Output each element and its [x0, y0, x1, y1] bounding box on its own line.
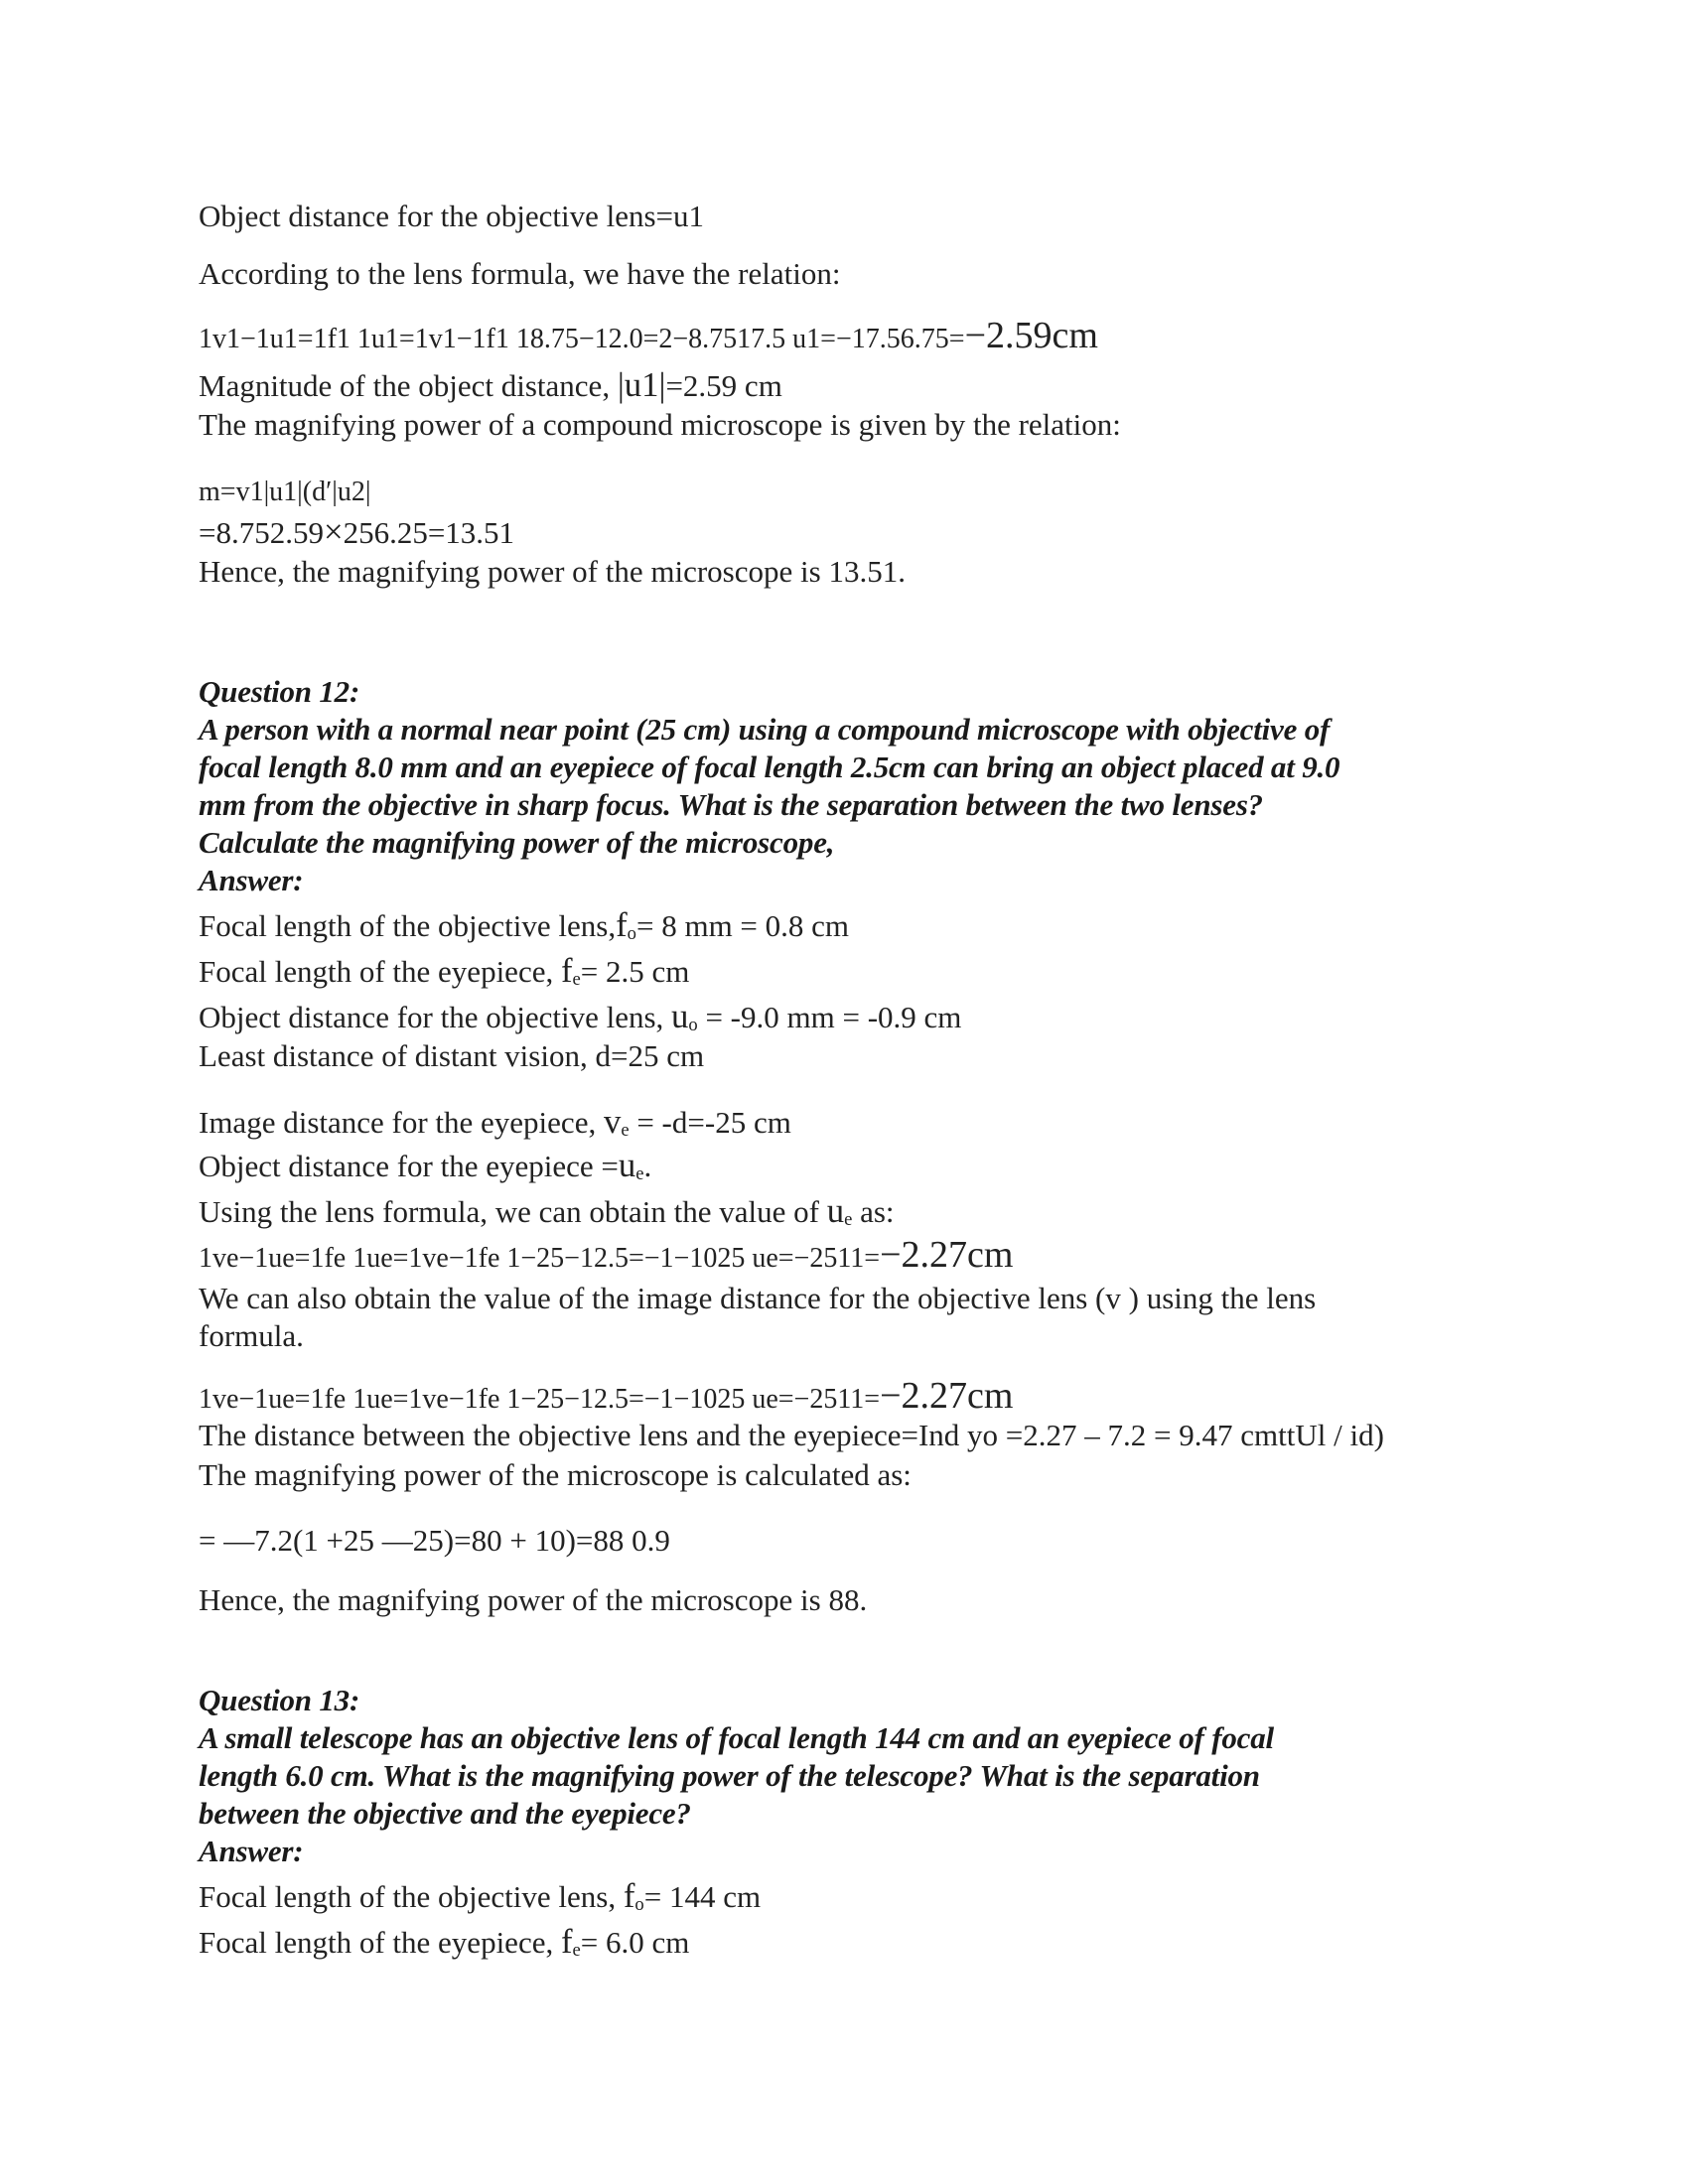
- equation-result: −2.59cm: [964, 315, 1098, 356]
- question-12-text-line: mm from the objective in sharp focus. What is the separation between the two lenses?: [199, 787, 1263, 822]
- question-12-text-line: focal length 8.0 mm and an eyepiece of focal length 2.5cm can bring an object placed at 9.0: [199, 750, 1340, 784]
- times-symbol: ×: [323, 512, 344, 551]
- step-image-distance-eyepiece: [199, 1104, 791, 1141]
- step-subscript: e: [635, 1162, 644, 1184]
- given-value: = 6.0 cm: [580, 1925, 690, 1960]
- question-12-answer-label: Answer:: [199, 863, 304, 897]
- question-13-heading: Question 13:: [199, 1683, 360, 1717]
- magnification-formula: m=v1|u1|(d′|u2|: [199, 477, 371, 507]
- question-12-text-line: Calculate the magnifying power of the microscope,: [199, 825, 835, 860]
- magnifying-power-calc-intro: The magnifying power of the microscope is calculated as:: [199, 1457, 912, 1492]
- equation-result: −2.27cm: [880, 1375, 1014, 1417]
- given-label: Focal length of the objective lens,: [199, 1879, 624, 1914]
- step-symbol: u: [826, 1191, 845, 1230]
- step-subscript: e: [621, 1119, 630, 1141]
- given-value: = 2.5 cm: [580, 954, 690, 989]
- given-value: = 144 cm: [643, 1879, 762, 1914]
- given-value: = -9.0 mm = -0.9 cm: [697, 1000, 962, 1034]
- magnitude-value: =2.59 cm: [665, 368, 782, 403]
- given-subscript: e: [572, 968, 581, 990]
- image-distance-intro-line-1: We can also obtain the value of the image distance for the objective lens (v ) using the lens: [199, 1281, 1317, 1315]
- magnitude-line: [199, 367, 782, 404]
- given-symbol: f: [560, 951, 573, 990]
- q13-given-focal-length-objective: [199, 1878, 761, 1915]
- step-value: as:: [852, 1194, 895, 1229]
- step-label: Image distance for the eyepiece,: [199, 1105, 604, 1140]
- step-value: .: [643, 1149, 652, 1183]
- magnification-calculation: [199, 514, 514, 551]
- calc-part-2: 256.25=13.51: [343, 515, 515, 550]
- magnifying-power-formula: = —7.2(1 +25 —25)=80 + 10)=88 0.9: [199, 1523, 670, 1558]
- given-focal-length-eyepiece: [199, 953, 689, 990]
- magnitude-label: Magnitude of the object distance,: [199, 368, 618, 403]
- question-12-heading: Question 12:: [199, 674, 360, 709]
- lens-formula-intro: According to the lens formula, we have the relation:: [199, 256, 841, 291]
- given-subscript: e: [572, 1939, 581, 1961]
- step-object-distance-eyepiece: [199, 1148, 651, 1184]
- given-symbol: f: [616, 905, 628, 944]
- given-subscript: o: [627, 922, 636, 944]
- step-label: Using the lens formula, we can obtain the value of: [199, 1194, 827, 1229]
- equation-body: 1v1−1u1=1f1 1u1=1v1−1f1 18.75−12.0=2−8.7517.5 u1=−17.56.75=: [199, 324, 965, 354]
- question-13-text-line: length 6.0 cm. What is the magnifying power of the telescope? What is the separation: [199, 1758, 1260, 1793]
- calc-part-1: =8.752.59: [199, 515, 324, 550]
- given-label: Focal length of the objective lens,: [199, 908, 617, 943]
- q13-given-focal-length-eyepiece: [199, 1924, 689, 1961]
- given-focal-length-objective: [199, 907, 849, 944]
- step-label: Object distance for the eyepiece =: [199, 1149, 619, 1183]
- magnitude-symbol: |u1|: [617, 365, 666, 404]
- question-12-text-line: A person with a normal near point (25 cm) using a compound microscope with objective of: [199, 712, 1331, 747]
- given-label: Focal length of the eyepiece,: [199, 1925, 561, 1960]
- equation-result: −2.27cm: [880, 1234, 1014, 1276]
- step-subscript: e: [844, 1208, 853, 1230]
- step-value: = -d=-25 cm: [629, 1105, 791, 1140]
- question-13-answer-label: Answer:: [199, 1834, 304, 1868]
- given-object-distance: [199, 999, 961, 1035]
- given-label: Object distance for the objective lens,: [199, 1000, 672, 1034]
- question-13-text-line: between the objective and the eyepiece?: [199, 1796, 691, 1831]
- given-symbol: f: [560, 1922, 573, 1961]
- given-value: = 8 mm = 0.8 cm: [635, 908, 850, 943]
- eyepiece-lens-formula-equation: [199, 1234, 1014, 1277]
- step-lens-formula-intro: [199, 1193, 895, 1230]
- section1-conclusion: Hence, the magnifying power of the microscope is 13.51.: [199, 554, 906, 589]
- given-subscript: o: [634, 1893, 644, 1915]
- image-distance-intro-line-2: formula.: [199, 1318, 304, 1353]
- step-symbol: u: [618, 1146, 636, 1184]
- step-symbol: v: [603, 1102, 622, 1141]
- given-least-distance: Least distance of distant vision, d=25 cm: [199, 1038, 705, 1073]
- object-distance-line: Object distance for the objective lens=u1: [199, 199, 705, 233]
- equation-body: 1ve−1ue=1fe 1ue=1ve−1fe 1−25−12.5=−1−1025 ue=−2511=: [199, 1243, 881, 1274]
- question-12-conclusion: Hence, the magnifying power of the microscope is 88.: [199, 1582, 868, 1617]
- given-label: Focal length of the eyepiece,: [199, 954, 561, 989]
- objective-lens-formula-equation: [199, 1375, 1014, 1418]
- given-symbol: f: [623, 1876, 635, 1915]
- given-symbol: u: [671, 997, 689, 1035]
- question-13-text-line: A small telescope has an objective lens of focal length 144 cm and an eyepiece of focal: [199, 1720, 1274, 1755]
- equation-body: 1ve−1ue=1fe 1ue=1ve−1fe 1−25−12.5=−1−1025 ue=−2511=: [199, 1384, 881, 1415]
- lens-separation-line: The distance between the objective lens and the eyepiece=Ind yo =2.27 – 7.2 = 9.47 cmttUl / id): [199, 1418, 1384, 1452]
- lens-formula-equation-1: [199, 315, 1098, 357]
- magnifying-power-intro: The magnifying power of a compound microscope is given by the relation:: [199, 407, 1121, 442]
- given-subscript: o: [688, 1014, 698, 1035]
